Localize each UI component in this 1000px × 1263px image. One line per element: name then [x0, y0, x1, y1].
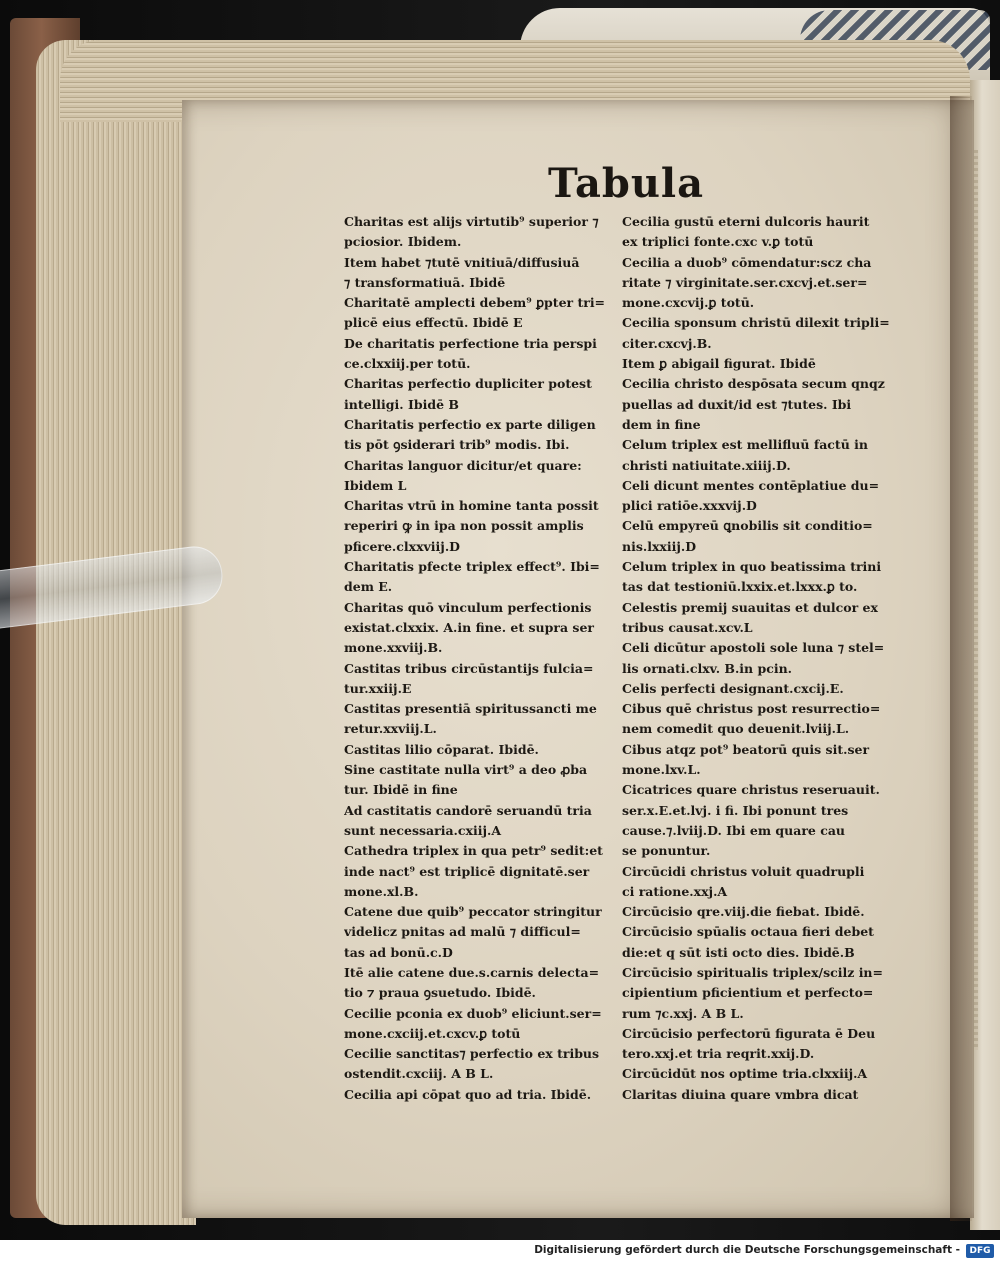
index-line: Celi dicunt mentes contēplatiue du= [622, 477, 880, 493]
index-line: tio ⁊ praua ꝯsuetudo. Ibidē. [344, 985, 536, 1001]
index-line: dem in fine [622, 416, 701, 432]
index-line: Celum triplex est mellifluū factū in [622, 437, 868, 453]
index-line: Charitatis perfectio ex parte diligen [344, 416, 596, 432]
left-text-column [344, 212, 624, 1105]
index-line: Circūcisio qre.viij.die fiebat. Ibidē. [622, 904, 865, 920]
index-line: ostendit.cxciij. A B L. [344, 1066, 494, 1082]
index-line: Cecilia sponsum christū dilexit tripli= [622, 315, 890, 331]
index-line: Charitas vtrū in homine tanta possit [344, 498, 599, 514]
index-line: mone.cxciij.et.cxcv.ꝑ totū [344, 1025, 521, 1041]
index-line: Item ꝑ abigail figurat. Ibidē [622, 356, 816, 372]
index-line: tribus causat.xcv.L [622, 619, 753, 635]
index-line: Cecilie sanctitas⁊ perfectio ex tribus [344, 1046, 600, 1062]
index-line: Castitas tribus circūstantijs fulcia= [344, 660, 594, 676]
page-gutter-shadow [950, 96, 972, 1221]
index-line: tur.xxiij.E [344, 680, 412, 696]
index-line: Circūcisio spiritualis triplex/scilz in= [622, 964, 883, 980]
right-text-column [622, 212, 902, 1105]
index-line: Charitatē amplecti debem⁹ ꝑpter tri= [344, 295, 606, 311]
index-line: christi natiuitate.xiiij.D. [622, 457, 791, 473]
index-line: cause.⁊.lviij.D. Ibi em quare cau [622, 822, 846, 838]
index-line: Charitas perfectio dupliciter potest [344, 376, 592, 392]
index-line: puellas ad duxit/id est ⁊tutes. Ibi [622, 396, 852, 412]
index-line: Charitatis pfecte triplex effect⁹. Ibi= [344, 559, 600, 575]
index-line: inde nact⁹ est triplicē dignitatē.ser [344, 863, 590, 879]
index-line: Sine castitate nulla virt⁹ a deo ꝓba [344, 762, 588, 778]
index-line: Circūcisio perfectorū figurata ē Deu [622, 1025, 876, 1041]
index-line: Ad castitatis candorē seruandū tria [344, 802, 592, 818]
index-line: Charitas quō vinculum perfectionis [344, 599, 592, 615]
index-line: retur.xxviij.L. [344, 721, 437, 737]
index-line: ser.x.E.et.lvj. i fi. Ibi ponunt tres [622, 802, 849, 818]
index-line: tas ad bonū.c.D [344, 944, 453, 960]
index-line: ce.clxxiij.per totū. [344, 356, 471, 372]
footer-credit: Digitalisierung gefördert durch die Deutsche Forschungsgemeinschaft - [534, 1244, 960, 1256]
index-line: se ponuntur. [622, 843, 711, 859]
index-line: dem E. [344, 579, 393, 595]
index-line: nem comedit quo deuenit.lviij.L. [622, 721, 850, 737]
index-line: Castitas presentiā spiritussancti me [344, 701, 597, 717]
index-line: rum ⁊c.xxj. A B L. [622, 1005, 744, 1021]
index-line: die:et q sūt isti octo dies. Ibidē.B [622, 944, 855, 960]
index-line: ci ratione.xxj.A [622, 883, 728, 899]
index-line: Catene due quib⁹ peccator stringitur [344, 904, 602, 920]
index-line: Celū empyreū ꝗnobilis sit conditio= [622, 518, 873, 534]
index-line: Itē alie catene due.s.carnis delecta= [344, 964, 600, 980]
index-line: nis.lxxiij.D [622, 538, 697, 554]
index-line: videlicz pnitas ad malū ⁊ difficul= [344, 924, 581, 940]
index-line: Charitas languor dicitur/et quare: [344, 457, 582, 473]
index-line: ⁊ transformatiuā. Ibidē [344, 274, 506, 290]
dfg-logo: DFG [966, 1244, 994, 1258]
index-line: Celestis premij suauitas et dulcor ex [622, 599, 878, 615]
index-line: mone.lxv.L. [622, 762, 701, 778]
index-line: existat.clxxix. A.in fine. et supra ser [344, 619, 594, 635]
index-line: ex triplici fonte.cxc v.ꝑ totū [622, 234, 814, 250]
index-line: Celi dicūtur apostoli sole luna ⁊ stel= [622, 640, 885, 656]
index-line: De charitatis perfectione tria perspi [344, 335, 597, 351]
index-line: Castitas lilio cōparat. Ibidē. [344, 741, 539, 757]
index-line: pciosior. Ibidem. [344, 234, 462, 250]
index-line: tero.xxj.et tria reqrit.xxij.D. [622, 1046, 815, 1062]
index-line: ritate ⁊ virginitate.ser.cxcvj.et.ser= [622, 274, 868, 290]
index-line: lis ornati.clxv. B.in pcin. [622, 660, 793, 676]
index-line: mone.xxviij.B. [344, 640, 443, 656]
index-line: tis pōt ꝯsiderari trib⁹ modis. Ibi. [344, 437, 570, 453]
index-line: plici ratiōe.xxxvij.D [622, 498, 757, 514]
footer-bar [0, 1240, 1000, 1263]
index-line: Cecilia gustū eterni dulcoris haurit [622, 214, 870, 229]
index-line: reperiri ꝙ in ipa non possit amplis [344, 518, 584, 534]
index-line: Cecilia christo despōsata secum qnqz [622, 376, 885, 392]
index-line: plicē eius effectū. Ibidē E [344, 315, 523, 331]
index-line: tur. Ibidē in fine [344, 782, 458, 798]
index-line: cipientium pficientium et perfecto= [622, 985, 874, 1001]
index-line: Item habet ⁊tutē vnitiuā/diffusiuā [344, 254, 580, 270]
index-line: Circūcidi christus voluit quadrupli [622, 863, 865, 879]
index-line: Cicatrices quare christus reseruauit. [622, 782, 880, 798]
index-line: mone.cxcvij.ꝑ totū. [622, 295, 755, 311]
page-heading: Tabula [548, 160, 705, 207]
index-line: citer.cxcvj.B. [622, 335, 712, 351]
index-line: Cecilia api cōpat quo ad tria. Ibidē. [344, 1086, 592, 1102]
index-line: mone.xl.B. [344, 883, 419, 899]
index-line: Cibus quē christus post resurrectio= [622, 701, 881, 717]
index-line: Cecilie pconia ex duob⁹ eliciunt.ser= [344, 1005, 602, 1021]
index-line: Celis perfecti designant.cxcij.E. [622, 680, 844, 696]
index-line: Ibidem L [344, 477, 407, 493]
index-line: pficere.clxxviij.D [344, 538, 461, 554]
index-line: Claritas diuina quare vmbra dicat [622, 1086, 859, 1102]
index-line: Cecilia a duob⁹ cōmendatur:scz cha [622, 254, 872, 270]
index-line: Circūcidūt nos optime tria.clxxiij.A [622, 1066, 868, 1082]
page-stack-edge [36, 40, 196, 1225]
index-line: tas dat testioniū.lxxix.et.lxxx.ꝑ to. [622, 579, 858, 595]
index-line: Cathedra triplex in qua petr⁹ sedit:et [344, 843, 603, 859]
index-line: Celum triplex in quo beatissima trini [622, 559, 882, 575]
index-line: sunt necessaria.cxiij.A [344, 822, 502, 838]
index-line: intelligi. Ibidē B [344, 396, 459, 412]
index-line: Charitas est alijs virtutib⁹ superior ⁊ [344, 214, 599, 229]
index-line: Cibus atqz pot⁹ beatorū quis sit.ser [622, 741, 870, 757]
index-line: Circūcisio spūalis octaua fieri debet [622, 924, 874, 940]
